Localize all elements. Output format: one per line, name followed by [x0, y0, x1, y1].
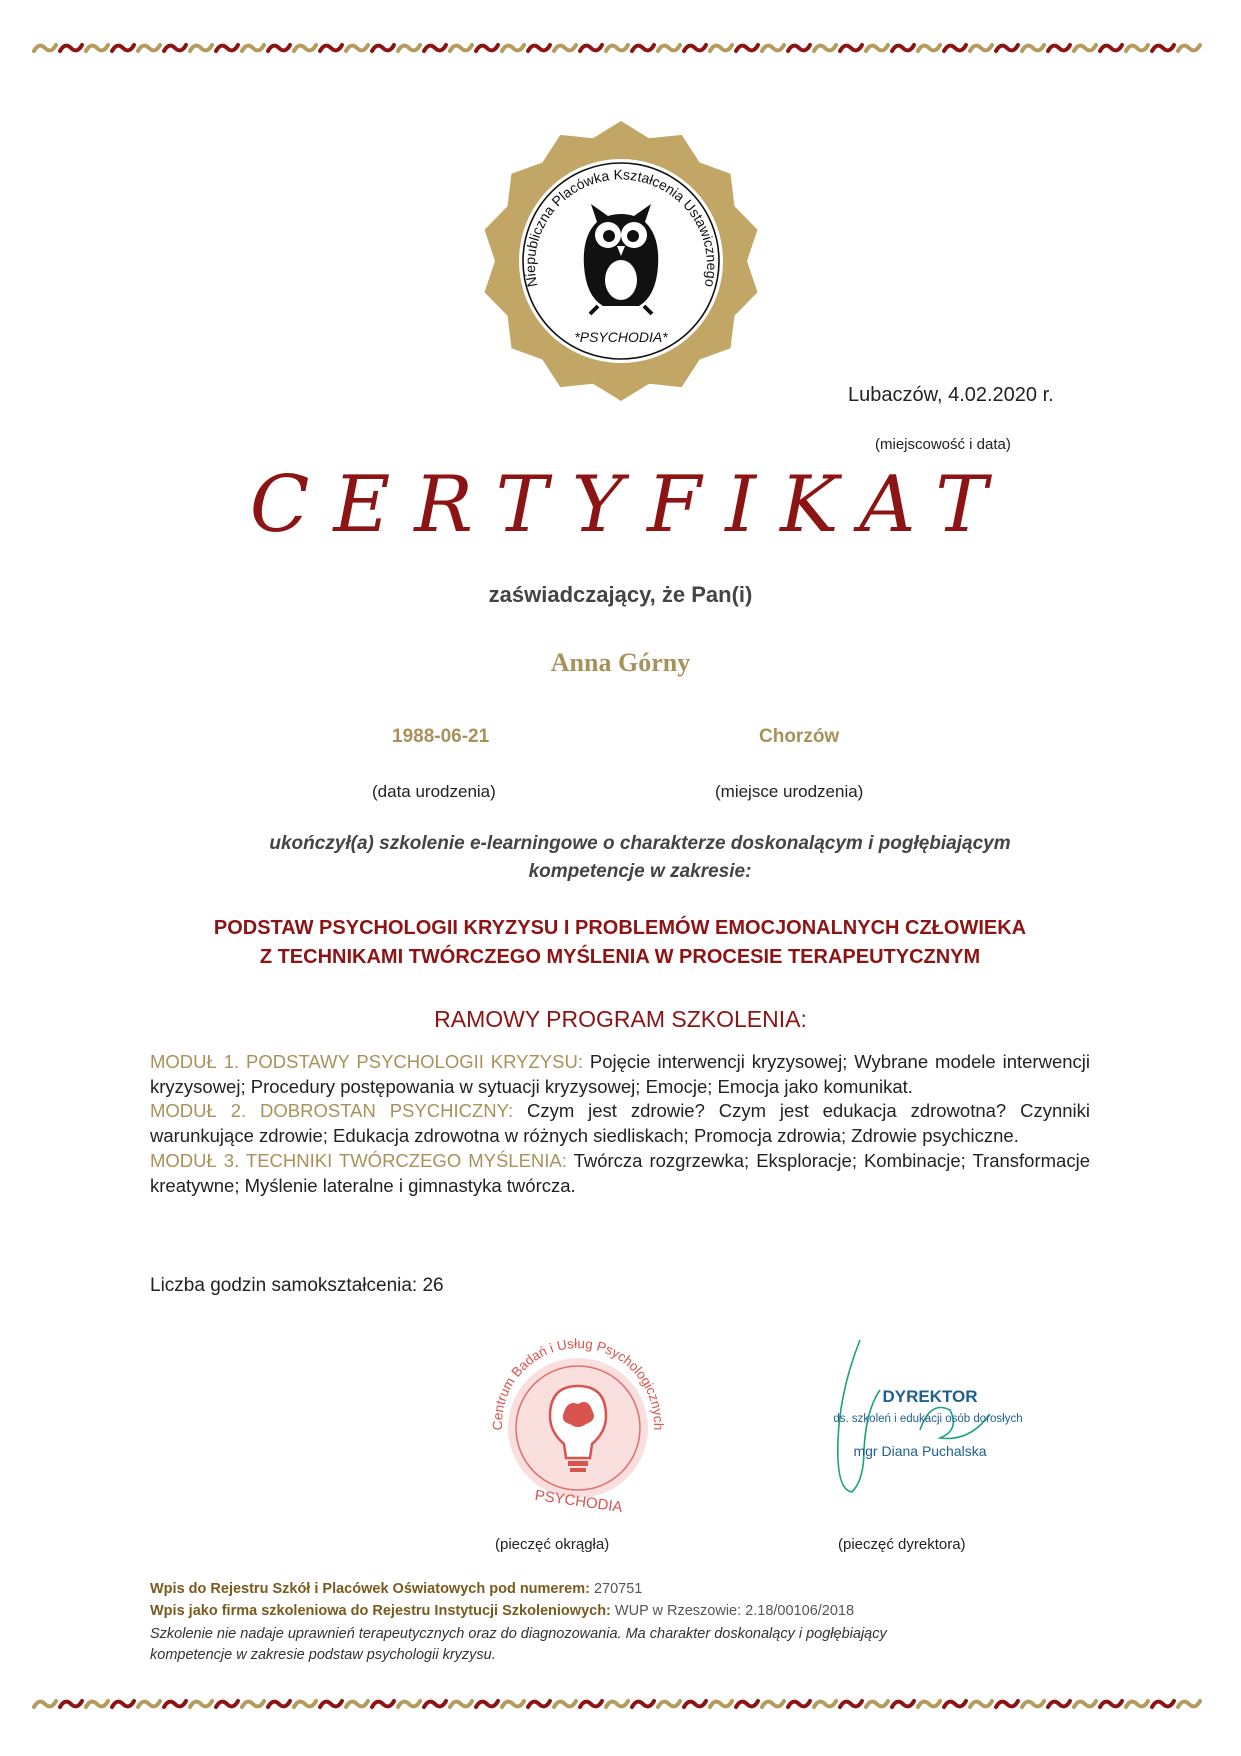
module-item	[150, 1099, 1090, 1148]
ornament-wave	[450, 45, 472, 51]
module-item	[150, 1050, 1090, 1099]
firm-entry	[150, 1600, 1086, 1622]
registry-value: 270751	[593, 1581, 643, 1597]
ornament-wave	[1074, 45, 1096, 51]
module-title: MODUŁ 2. DOBROSTAN PSYCHICZNY:	[150, 1100, 514, 1122]
birth-place-caption: (miejsce urodzenia)	[715, 782, 864, 801]
ornament-wave	[372, 45, 394, 51]
ornament-wave	[268, 45, 290, 51]
ornament-wave	[606, 1701, 628, 1707]
ornament-wave	[86, 45, 108, 51]
director-stamp-title: DYREKTOR	[882, 1387, 978, 1406]
ornament-wave	[788, 1701, 810, 1707]
course-title-line-1: PODSTAW PSYCHOLOGII KRYZYSU I PROBLEMÓW EMOCJONALNYCH CZŁOWIEKA	[213, 917, 1027, 939]
seal-ring-text: Niepubliczna Placówka Kształcenia Ustawicznego	[521, 166, 721, 289]
ornament-wave	[736, 45, 758, 51]
ornament-wave	[632, 1701, 654, 1707]
completion-line-2: kompetencje w zakresie:	[528, 861, 752, 882]
ornament-wave	[164, 45, 186, 51]
ornament-wave	[528, 45, 550, 51]
ornament-wave	[242, 1701, 264, 1707]
ornament-wave	[294, 1701, 316, 1707]
ornament-wave	[34, 45, 56, 51]
ornament-wave	[1126, 1701, 1148, 1707]
module-content: Twórcza rozgrzewka; Eksploracje; Kombinacje; Transformacje kreatywne; Myślenie lateralne i gimnastyka twórcza.	[150, 1149, 1090, 1196]
ornament-wave	[970, 45, 992, 51]
ornament-wave	[112, 45, 134, 51]
ornament-wave	[632, 45, 654, 51]
ornament-wave	[1022, 45, 1044, 51]
module-item	[150, 1149, 1090, 1198]
ornament-wave	[138, 1701, 160, 1707]
ornament-wave	[424, 1701, 446, 1707]
ornament-wave	[944, 1701, 966, 1707]
ornament-wave	[190, 45, 212, 51]
ornament-wave	[372, 1701, 394, 1707]
ornament-wave	[60, 1701, 82, 1707]
place-date: Lubaczów, 4.02.2020 r.	[848, 384, 1054, 406]
ornament-wave	[1100, 45, 1122, 51]
ornament-wave	[710, 1701, 732, 1707]
ornament-wave	[918, 45, 940, 51]
certificate-title: CERTYFIKAT	[249, 460, 1012, 550]
ornament-wave	[502, 45, 524, 51]
course-title-line-2: Z TECHNIKAMI TWÓRCZEGO MYŚLENIA W PROCESIE TERAPEUTYCZNYM	[259, 946, 981, 968]
ornament-wave	[320, 45, 342, 51]
firm-label: Wpis jako firma szkoleniowa do Rejestru Instytucji Szkoleniowych:	[150, 1603, 611, 1619]
ornament-wave	[1022, 1701, 1044, 1707]
round-stamp-ring-text: Centrum Badań i Usług Psychologicznych	[489, 1335, 667, 1431]
birth-date: 1988-06-21	[392, 726, 490, 747]
bottom-ornament-border	[32, 1694, 1210, 1716]
ornament-wave	[320, 1701, 342, 1707]
ornament-wave	[60, 45, 82, 51]
module-title: MODUŁ 1. PODSTAWY PSYCHOLOGII KRYZYSU:	[150, 1051, 583, 1072]
ornament-wave	[502, 1701, 524, 1707]
module-content: Czym jest zdrowie? Czym jest edukacja zdrowotna? Czynniki warunkujące zdrowie; Edukacja zdrowotna w różnych siedliskach; Promocja zdrowia; Zdrowie psychiczne.	[150, 1100, 1091, 1147]
ornament-wave	[1126, 45, 1148, 51]
ornament-wave	[476, 1701, 498, 1707]
ornament-wave	[580, 1701, 602, 1707]
ornament-wave	[684, 1701, 706, 1707]
ornament-wave	[944, 45, 966, 51]
disclaimer-line-2: kompetencje w zakresie podstaw psychologii kryzysu.	[150, 1647, 496, 1663]
director-stamp-name: mgr Diana Puchalska	[853, 1443, 987, 1459]
ornament-wave	[788, 45, 810, 51]
ornament-wave	[1048, 1701, 1070, 1707]
ornament-wave	[294, 45, 316, 51]
ornament-wave	[34, 1701, 56, 1707]
ornament-wave	[606, 45, 628, 51]
ornament-wave	[554, 45, 576, 51]
round-stamp-bottom-text: PSYCHODIA	[533, 1486, 624, 1517]
ornament-wave	[762, 45, 784, 51]
registry-entry	[150, 1578, 1086, 1600]
ornament-wave	[996, 45, 1018, 51]
ornament-wave	[424, 45, 446, 51]
ornament-wave	[554, 1701, 576, 1707]
ornament-wave	[216, 1701, 238, 1707]
self-study-hours: Liczba godzin samokształcenia: 26	[150, 1275, 444, 1296]
top-ornament-border	[32, 38, 1210, 60]
ornament-wave	[892, 45, 914, 51]
ornament-wave	[112, 1701, 134, 1707]
birth-place: Chorzów	[759, 726, 840, 747]
ornament-wave	[138, 45, 160, 51]
ornament-wave	[866, 45, 888, 51]
ornament-wave	[1100, 1701, 1122, 1707]
birth-date-caption: (data urodzenia)	[372, 782, 496, 801]
seal-inner-text: *PSYCHODIA*	[574, 329, 668, 345]
ornament-wave	[1074, 1701, 1096, 1707]
director-stamp-caption: (pieczęć dyrektora)	[838, 1536, 966, 1553]
registry-label: Wpis do Rejestru Szkół i Placówek Oświatowych pod numerem:	[150, 1581, 590, 1597]
ornament-wave	[840, 45, 862, 51]
ornament-wave	[346, 1701, 368, 1707]
ornament-wave	[450, 1701, 472, 1707]
ornament-wave	[710, 45, 732, 51]
ornament-wave	[840, 1701, 862, 1707]
ornament-wave	[190, 1701, 212, 1707]
completion-line-1: ukończył(a) szkolenie e-learningowe o charakterze doskonalącym i pogłębiającym	[269, 833, 1011, 854]
ornament-wave	[528, 1701, 550, 1707]
round-stamp	[478, 1328, 678, 1528]
ornament-wave	[346, 45, 368, 51]
ornament-wave	[658, 45, 680, 51]
ornament-wave	[1178, 1701, 1200, 1707]
ornament-wave	[164, 1701, 186, 1707]
ornament-wave	[814, 45, 836, 51]
certificate-subtitle: zaświadczający, że Pan(i)	[488, 582, 753, 607]
ornament-wave	[1152, 1701, 1174, 1707]
program-heading: RAMOWY PROGRAM SZKOLENIA:	[434, 1006, 807, 1032]
module-content: Pojęcie interwencji kryzysowej; Wybrane modele interwencji kryzysowej; Procedury postępowania w sytuacji kryzysowej; Emocje; Emocja jako komunikat.	[150, 1051, 1091, 1097]
ornament-wave	[762, 1701, 784, 1707]
ornament-wave	[970, 1701, 992, 1707]
ornament-wave	[86, 1701, 108, 1707]
ornament-wave	[268, 1701, 290, 1707]
disclaimer	[150, 1624, 1086, 1666]
participant-name: Anna Górny	[550, 648, 691, 677]
disclaimer-line-1: Szkolenie nie nadaje uprawnień terapeutycznych oraz do diagnozowania. Ma charakter doskonalący i pogłębiający	[150, 1626, 887, 1642]
place-date-caption: (miejscowość i data)	[875, 436, 1011, 453]
ornament-wave	[996, 1701, 1018, 1707]
ornament-wave	[684, 45, 706, 51]
ornament-wave	[216, 45, 238, 51]
ornament-wave	[658, 1701, 680, 1707]
program-modules	[150, 1050, 1090, 1198]
ornament-wave	[580, 45, 602, 51]
round-stamp-caption: (pieczęć okrągła)	[495, 1536, 610, 1553]
footer	[150, 1578, 1086, 1666]
ornament-wave	[1048, 45, 1070, 51]
course-title	[120, 914, 1120, 972]
ornament-wave	[242, 45, 264, 51]
ornament-wave	[398, 1701, 420, 1707]
ornament-wave	[918, 1701, 940, 1707]
module-title: MODUŁ 3. TECHNIKI TWÓRCZEGO MYŚLENIA:	[150, 1149, 567, 1171]
institution-seal	[478, 118, 764, 404]
ornament-wave	[1152, 45, 1174, 51]
ornament-wave	[1178, 45, 1200, 51]
director-stamp-subtitle: ds. szkoleń i edukacji osób dorosłych	[833, 1413, 1023, 1425]
ornament-wave	[476, 45, 498, 51]
ornament-wave	[892, 1701, 914, 1707]
ornament-wave	[814, 1701, 836, 1707]
ornament-wave	[398, 45, 420, 51]
completion-statement	[200, 830, 1080, 886]
firm-value: WUP w Rzeszowie: 2.18/00106/2018	[614, 1603, 855, 1619]
director-stamp	[780, 1330, 1060, 1498]
ornament-wave	[866, 1701, 888, 1707]
ornament-wave	[736, 1701, 758, 1707]
